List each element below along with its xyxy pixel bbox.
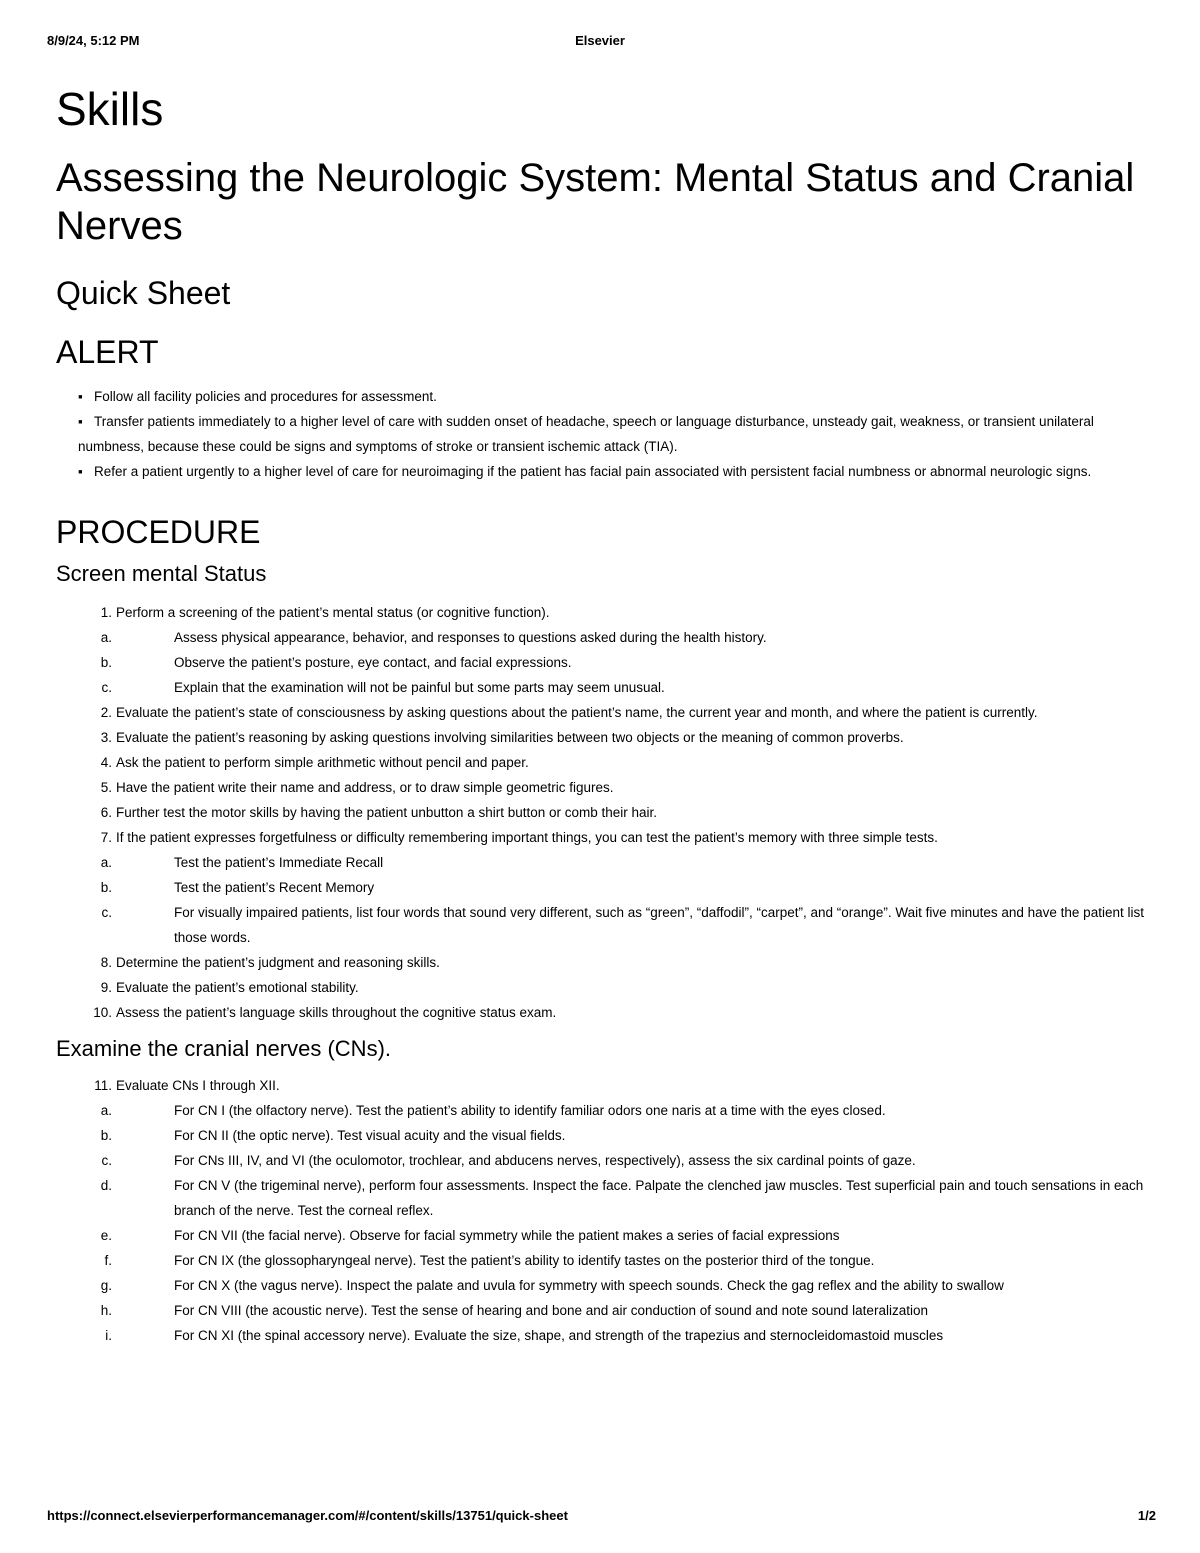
step-item: 2. Evaluate the patient’s state of consciousness by asking questions about the patient’s name, the current year and month, and where the patient is currently. xyxy=(100,705,1038,720)
substep-item: d. For CN V (the trigeminal nerve), perform four assessments. Inspect the face. Palpate the clenched jaw muscles. Test superficial pain and touch sensations in each branch of the nerve. Test the corneal reflex. xyxy=(100,1178,1144,1218)
step-item: 4. Ask the patient to perform simple arithmetic without pencil and paper. xyxy=(100,755,529,770)
substep-item: a. Test the patient’s Immediate Recall xyxy=(100,855,384,870)
substep-list xyxy=(100,1098,1146,1348)
substep-item: b. For CN II (the optic nerve). Test visual acuity and the visual fields. xyxy=(100,1128,566,1143)
alert-item: ▪ Refer a patient urgently to a higher level of care for neuroimaging if the patient has facial pain associated with persistent facial numbness or abnormal neurologic signs. xyxy=(56,459,1146,484)
substep-item: i. For CN XI (the spinal accessory nerve). Evaluate the size, shape, and strength of the trapezius and sternocleidomastoid muscles xyxy=(105,1328,944,1343)
document-body xyxy=(56,78,1146,1348)
section-heading-mental-status: Screen mental Status xyxy=(56,561,267,586)
page-number: 1/2 xyxy=(1137,1508,1156,1523)
step-item: 3. Evaluate the patient’s reasoning by asking questions involving similarities between two objects or the meaning of common proverbs. xyxy=(100,730,904,745)
substep-item: b. Test the patient’s Recent Memory xyxy=(100,880,375,895)
alert-list xyxy=(56,384,1146,484)
substep-item: c. For visually impaired patients, list four words that sound very different, such as “green”, “daffodil”, “carpet”, and “orange”. Wait five minutes and have the patient list those words. xyxy=(101,905,1144,945)
substep-item: h. For CN VIII (the acoustic nerve). Test the sense of hearing and bone and air conduction of sound and note sound lateralization xyxy=(100,1303,928,1318)
step-item: 10. Assess the patient’s language skills throughout the cognitive status exam. xyxy=(93,1005,557,1020)
substep-item: a. Assess physical appearance, behavior, and responses to questions asked during the health history. xyxy=(100,630,767,645)
page-title: Skills xyxy=(56,83,164,135)
step-item: 11. Evaluate CNs I through XII. a. For CN I (the olfactory nerve). Test the patient’s ability to identify familiar odors one naris at a time with the eyes closed. b. For CN II (the optic nerve). Test visual acuity and the visual fields. c. For CNs III, IV, and VI (the oculomotor, trochlear, and abducens nerves, respectively), assess the six cardinal points of gaze. d. For CN V (the trigeminal nerve), perform four assessments. Inspect the face. Palpate the clenched jaw muscles. Test superficial pain and touch sensations in each branch of the nerve. Test the corneal reflex. e. For CN VII (the facial nerve). Observe for facial symmetry while the patient makes a series of facial expressions f. For CN IX (the glossopharyngeal nerve). Test the patient’s ability to identify tastes on the posterior third of the tongue. g. For CN X (the vagus nerve). Inspect the palate and uvula for symmetry with speech sounds. Check the gag reflex and the ability to swallow h. For CN VIII (the acoustic nerve). Test the sense of hearing and bone and air conduction of sound and note sound lateralization i. For CN XI (the spinal accessory nerve). Evaluate the size, shape, and strength of the trapezius and sternocleidomastoid muscles xyxy=(56,1073,1146,1348)
alert-item: ▪ Transfer patients immediately to a higher level of care with sudden onset of headache, speech or language disturbance, unsteady gait, weakness, or transient unilateral numbness, because these could be signs and symptoms of stroke or transient ischemic attack (TIA). xyxy=(56,409,1146,459)
step-item: 6. Further test the motor skills by having the patient unbutton a shirt button or comb their hair. xyxy=(100,805,658,820)
bullet-icon: ▪ xyxy=(78,414,83,429)
step-item: 7. If the patient expresses forgetfulness or difficulty remembering important things, you can test the patient’s memory with three simple tests. a. Test the patient’s Immediate Recall b. Test the patient’s Recent Memory c. For visually impaired patients, list four words that sound very different, such as “green”, “daffodil”, “carpet”, and “orange”. Wait five minutes and have the patient list those words. xyxy=(56,825,1146,950)
substep-item: a. For CN I (the olfactory nerve). Test the patient’s ability to identify familiar odors one naris at a time with the eyes closed. xyxy=(100,1103,886,1118)
step-item: 1. Perform a screening of the patient’s mental status (or cognitive function). a. Assess physical appearance, behavior, and responses to questions asked during the health history. b. Observe the patient’s posture, eye contact, and facial expressions. c. Explain that the examination will not be painful but some parts may seem unusual. xyxy=(56,600,1146,700)
alert-heading: ALERT xyxy=(56,334,159,370)
cranial-nerve-steps xyxy=(56,1073,1146,1348)
step-item: 8. Determine the patient’s judgment and reasoning skills. xyxy=(100,955,440,970)
substep-item: g. For CN X (the vagus nerve). Inspect the palate and uvula for symmetry with speech sounds. Check the gag reflex and the ability to swallow xyxy=(100,1278,1004,1293)
procedure-heading: PROCEDURE xyxy=(56,514,261,550)
substep-list xyxy=(100,850,1146,950)
page-url-link[interactable]: https://connect.elsevierperformancemanager.com/#/content/skills/13751/quick-sheet xyxy=(47,1508,568,1523)
substep-item: b. Observe the patient’s posture, eye contact, and facial expressions. xyxy=(100,655,572,670)
bullet-icon: ▪ xyxy=(78,464,83,479)
substep-list xyxy=(100,625,1146,700)
substep-item: f. For CN IX (the glossopharyngeal nerve). Test the patient’s ability to identify tastes on the posterior third of the tongue. xyxy=(104,1253,875,1268)
print-datetime: 8/9/24, 5:12 PM xyxy=(47,33,140,48)
bullet-icon: ▪ xyxy=(78,389,83,404)
substep-item: c. For CNs III, IV, and VI (the oculomotor, trochlear, and abducens nerves, respectively), assess the six cardinal points of gaze. xyxy=(101,1153,916,1168)
mental-status-steps xyxy=(56,600,1146,1025)
print-site-name: Elsevier xyxy=(575,33,625,48)
substep-item: c. Explain that the examination will not be painful but some parts may seem unusual. xyxy=(101,680,665,695)
quick-sheet-heading: Quick Sheet xyxy=(56,275,231,311)
section-heading-cranial-nerves: Examine the cranial nerves (CNs). xyxy=(56,1036,392,1061)
step-item: 5. Have the patient write their name and address, or to draw simple geometric figures. xyxy=(100,780,614,795)
alert-item: ▪ Follow all facility policies and procedures for assessment. xyxy=(78,384,1146,409)
substep-item: e. For CN VII (the facial nerve). Observe for facial symmetry while the patient makes a series of facial expressions xyxy=(100,1228,840,1243)
step-item: 9. Evaluate the patient’s emotional stability. xyxy=(100,980,359,995)
document-title: Assessing the Neurologic System: Mental Status and Cranial Nerves xyxy=(56,156,1135,248)
